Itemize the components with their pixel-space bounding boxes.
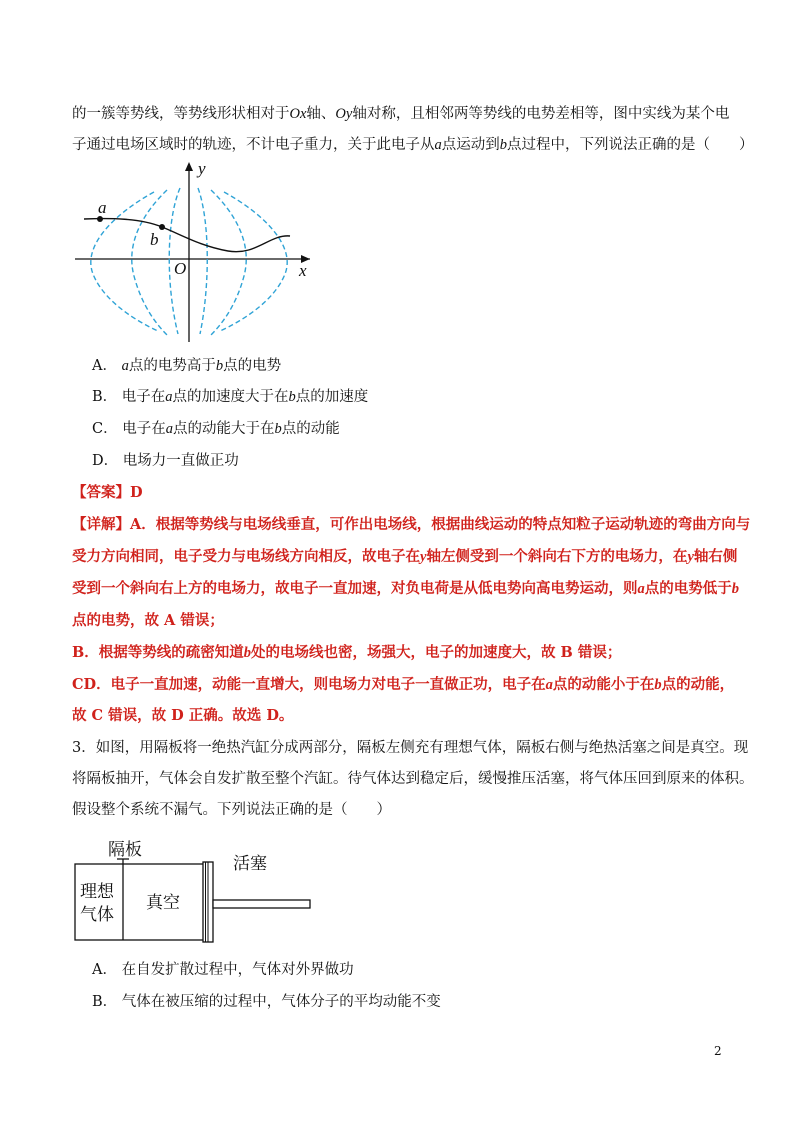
label-origin: O (174, 259, 187, 278)
q3-stem-line3: 假设整个系统不漏气。下列说法正确的是（ ） (72, 802, 391, 818)
q3-option-b[interactable]: B． 气体在被压缩的过程中，气体分子的平均动能不变 (92, 994, 441, 1010)
q2-detail-line6: CD．电子一直加速，动能一直增大，则电场力对电子一直做正功，电子在a点的动能小于在b点的动能， (72, 676, 735, 693)
label-piston: 活塞 (233, 854, 267, 874)
label-gas-line2: 气体 (80, 905, 114, 925)
electron-trajectory (84, 219, 290, 252)
q2-detail-line7: 故 C 错误，故 D 正确。故选 D。 (72, 707, 294, 724)
label-vacuum: 真空 (146, 893, 180, 913)
label-a: a (98, 198, 107, 217)
piston-rod (213, 900, 310, 908)
q2-stem-line2: 子通过电场区域时的轨迹，不计电子重力，关于此电子从a点运动到b点过程中，下列说法正确的是（ ） (72, 137, 754, 153)
q2-detail-line5: B．根据等势线的疏密知道b处的电场线也密，场强大，电子的加速度大，故 B 错误； (72, 644, 622, 661)
q2-detail-line1: 【详解】A．根据等势线与电场线垂直，可作出电场线，根据曲线运动的特点知粒子运动轨迹的弯曲方向与 (72, 516, 751, 533)
q2-option-a[interactable]: A． a点的电势高于b点的电势 (92, 358, 282, 374)
q2-answer: 【答案】D (72, 484, 143, 501)
q2-stem-line1: 的一簇等势线，等势线形状相对于Ox轴、Oy轴对称，且相邻两等势线的电势差相等，图中实线为某个电 (72, 106, 730, 122)
label-x: x (299, 261, 307, 280)
cylinder-figure (70, 835, 320, 945)
equipotential-figure (70, 156, 320, 346)
label-y: y (198, 159, 206, 178)
q2-option-d[interactable]: D． 电场力一直做正功 (92, 453, 239, 469)
equipotential-left-middle (132, 190, 168, 336)
q3-stem-line2: 将隔板抽开，气体会自发扩散至整个汽缸。待气体达到稳定后，缓慢推压活塞，将气体压回到原来的体积。 (72, 771, 754, 787)
label-partition: 隔板 (108, 840, 142, 860)
q2-option-b[interactable]: B． 电子在a点的加速度大于在b点的加速度 (92, 389, 369, 405)
q2-detail-line3: 受到一个斜向右上方的电场力，故电子一直加速，对负电荷是从低电势向高电势运动，则a点的电势低于b (72, 580, 739, 597)
page-number: 2 (714, 1044, 722, 1058)
point-b (159, 224, 165, 230)
equipotential-right-inner (198, 188, 207, 334)
label-b: b (150, 230, 159, 249)
y-axis-arrow (185, 162, 193, 171)
label-gas-line1: 理想 (80, 882, 114, 902)
q3-stem-line1: 3．如图，用隔板将一绝热汽缸分成两部分，隔板左侧充有理想气体，隔板右侧与绝热活塞之间是真空。现 (72, 740, 749, 756)
cylinder-body (75, 864, 211, 940)
equipotential-right-middle (210, 190, 246, 336)
q3-option-a[interactable]: A． 在自发扩散过程中，气体对外界做功 (92, 962, 354, 978)
equipotential-right-outer (220, 192, 287, 331)
q2-detail-line2: 受力方向相同，电子受力与电场线方向相反，故电子在y轴左侧受到一个斜向右下方的电场力，在y轴右侧 (72, 548, 738, 565)
q2-detail-line4: 点的电势，故 A 错误； (72, 612, 224, 629)
q2-option-c[interactable]: C． 电子在a点的动能大于在b点的动能 (92, 421, 340, 437)
